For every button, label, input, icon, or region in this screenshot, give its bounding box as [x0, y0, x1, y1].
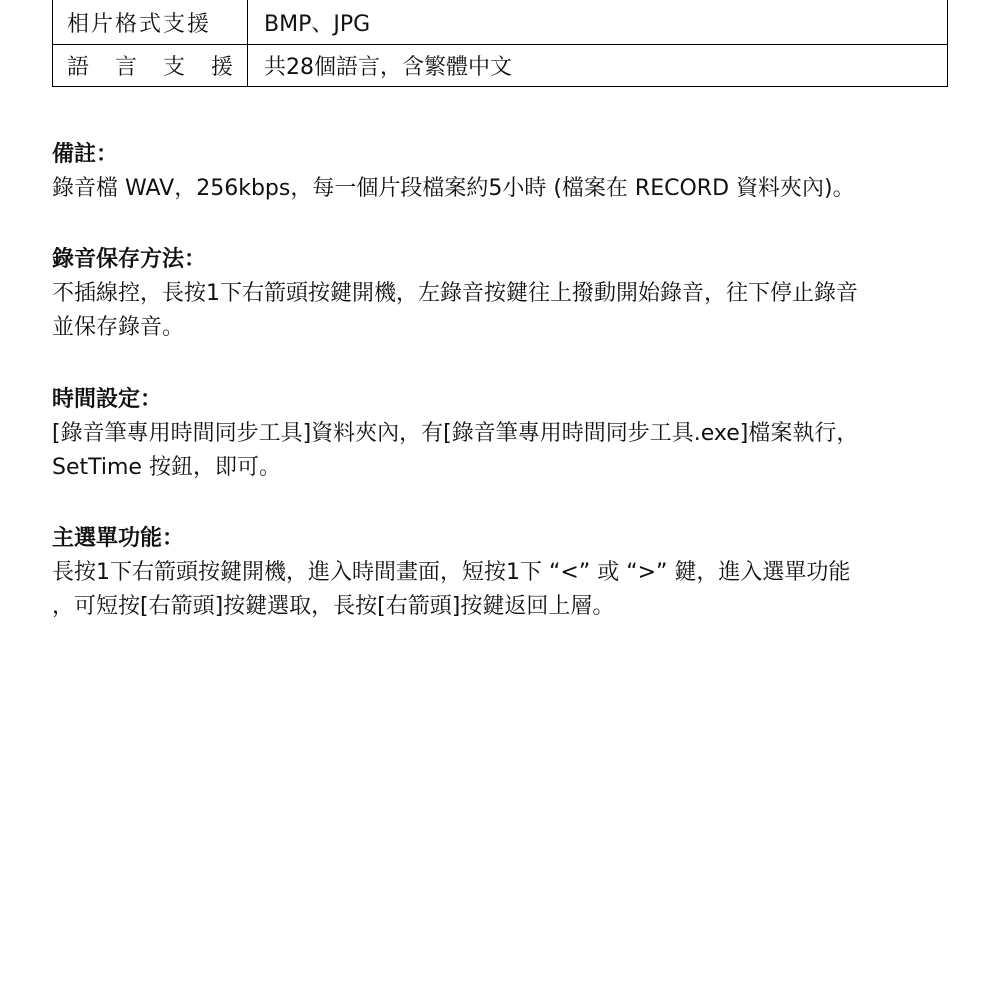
time-setting-line-1: [錄音筆專用時間同步工具]資料夾內，有[錄音筆專用時間同步工具.exe]檔案執行，: [52, 421, 859, 446]
note-line-1: 錄音檔 WAV，256kbps，每一個片段檔案約5小時 (檔案在 RECORD 資料夾內)。: [52, 176, 855, 201]
spec-row-photo-format: [53, 0, 948, 45]
recording-heading: 錄音保存方法：: [52, 247, 207, 272]
note-section: [52, 138, 952, 206]
note-heading: 備註：: [52, 142, 119, 167]
time-setting-section: [52, 383, 952, 485]
spec-key-photo-format: 相片格式支援: [53, 0, 248, 45]
spec-key-language: 語言支援: [53, 45, 248, 87]
spec-table: [52, 0, 948, 87]
spec-row-language: [53, 45, 948, 87]
recording-section: [52, 243, 952, 345]
spec-value-language: 共28個語言，含繁體中文: [248, 45, 948, 87]
main-menu-heading: 主選單功能：: [52, 526, 185, 551]
time-setting-heading: 時間設定：: [52, 387, 163, 412]
main-menu-line-2: ，可短按[右箭頭]按鍵選取，長按[右箭頭]按鍵返回上層。: [52, 594, 615, 619]
time-setting-line-2: SetTime 按鈕，即可。: [52, 455, 281, 480]
main-menu-section: [52, 522, 952, 624]
recording-line-1: 不插線控，長按1下右箭頭按鍵開機，左錄音按鍵往上撥動開始錄音，往下停止錄音: [52, 281, 858, 306]
main-menu-line-1: 長按1下右箭頭按鍵開機，進入時間畫面，短按1下 “<” 或 “>” 鍵，進入選單功能: [52, 560, 851, 585]
spec-value-photo-format: BMP、JPG: [248, 0, 948, 45]
recording-line-2: 並保存錄音。: [52, 315, 185, 340]
